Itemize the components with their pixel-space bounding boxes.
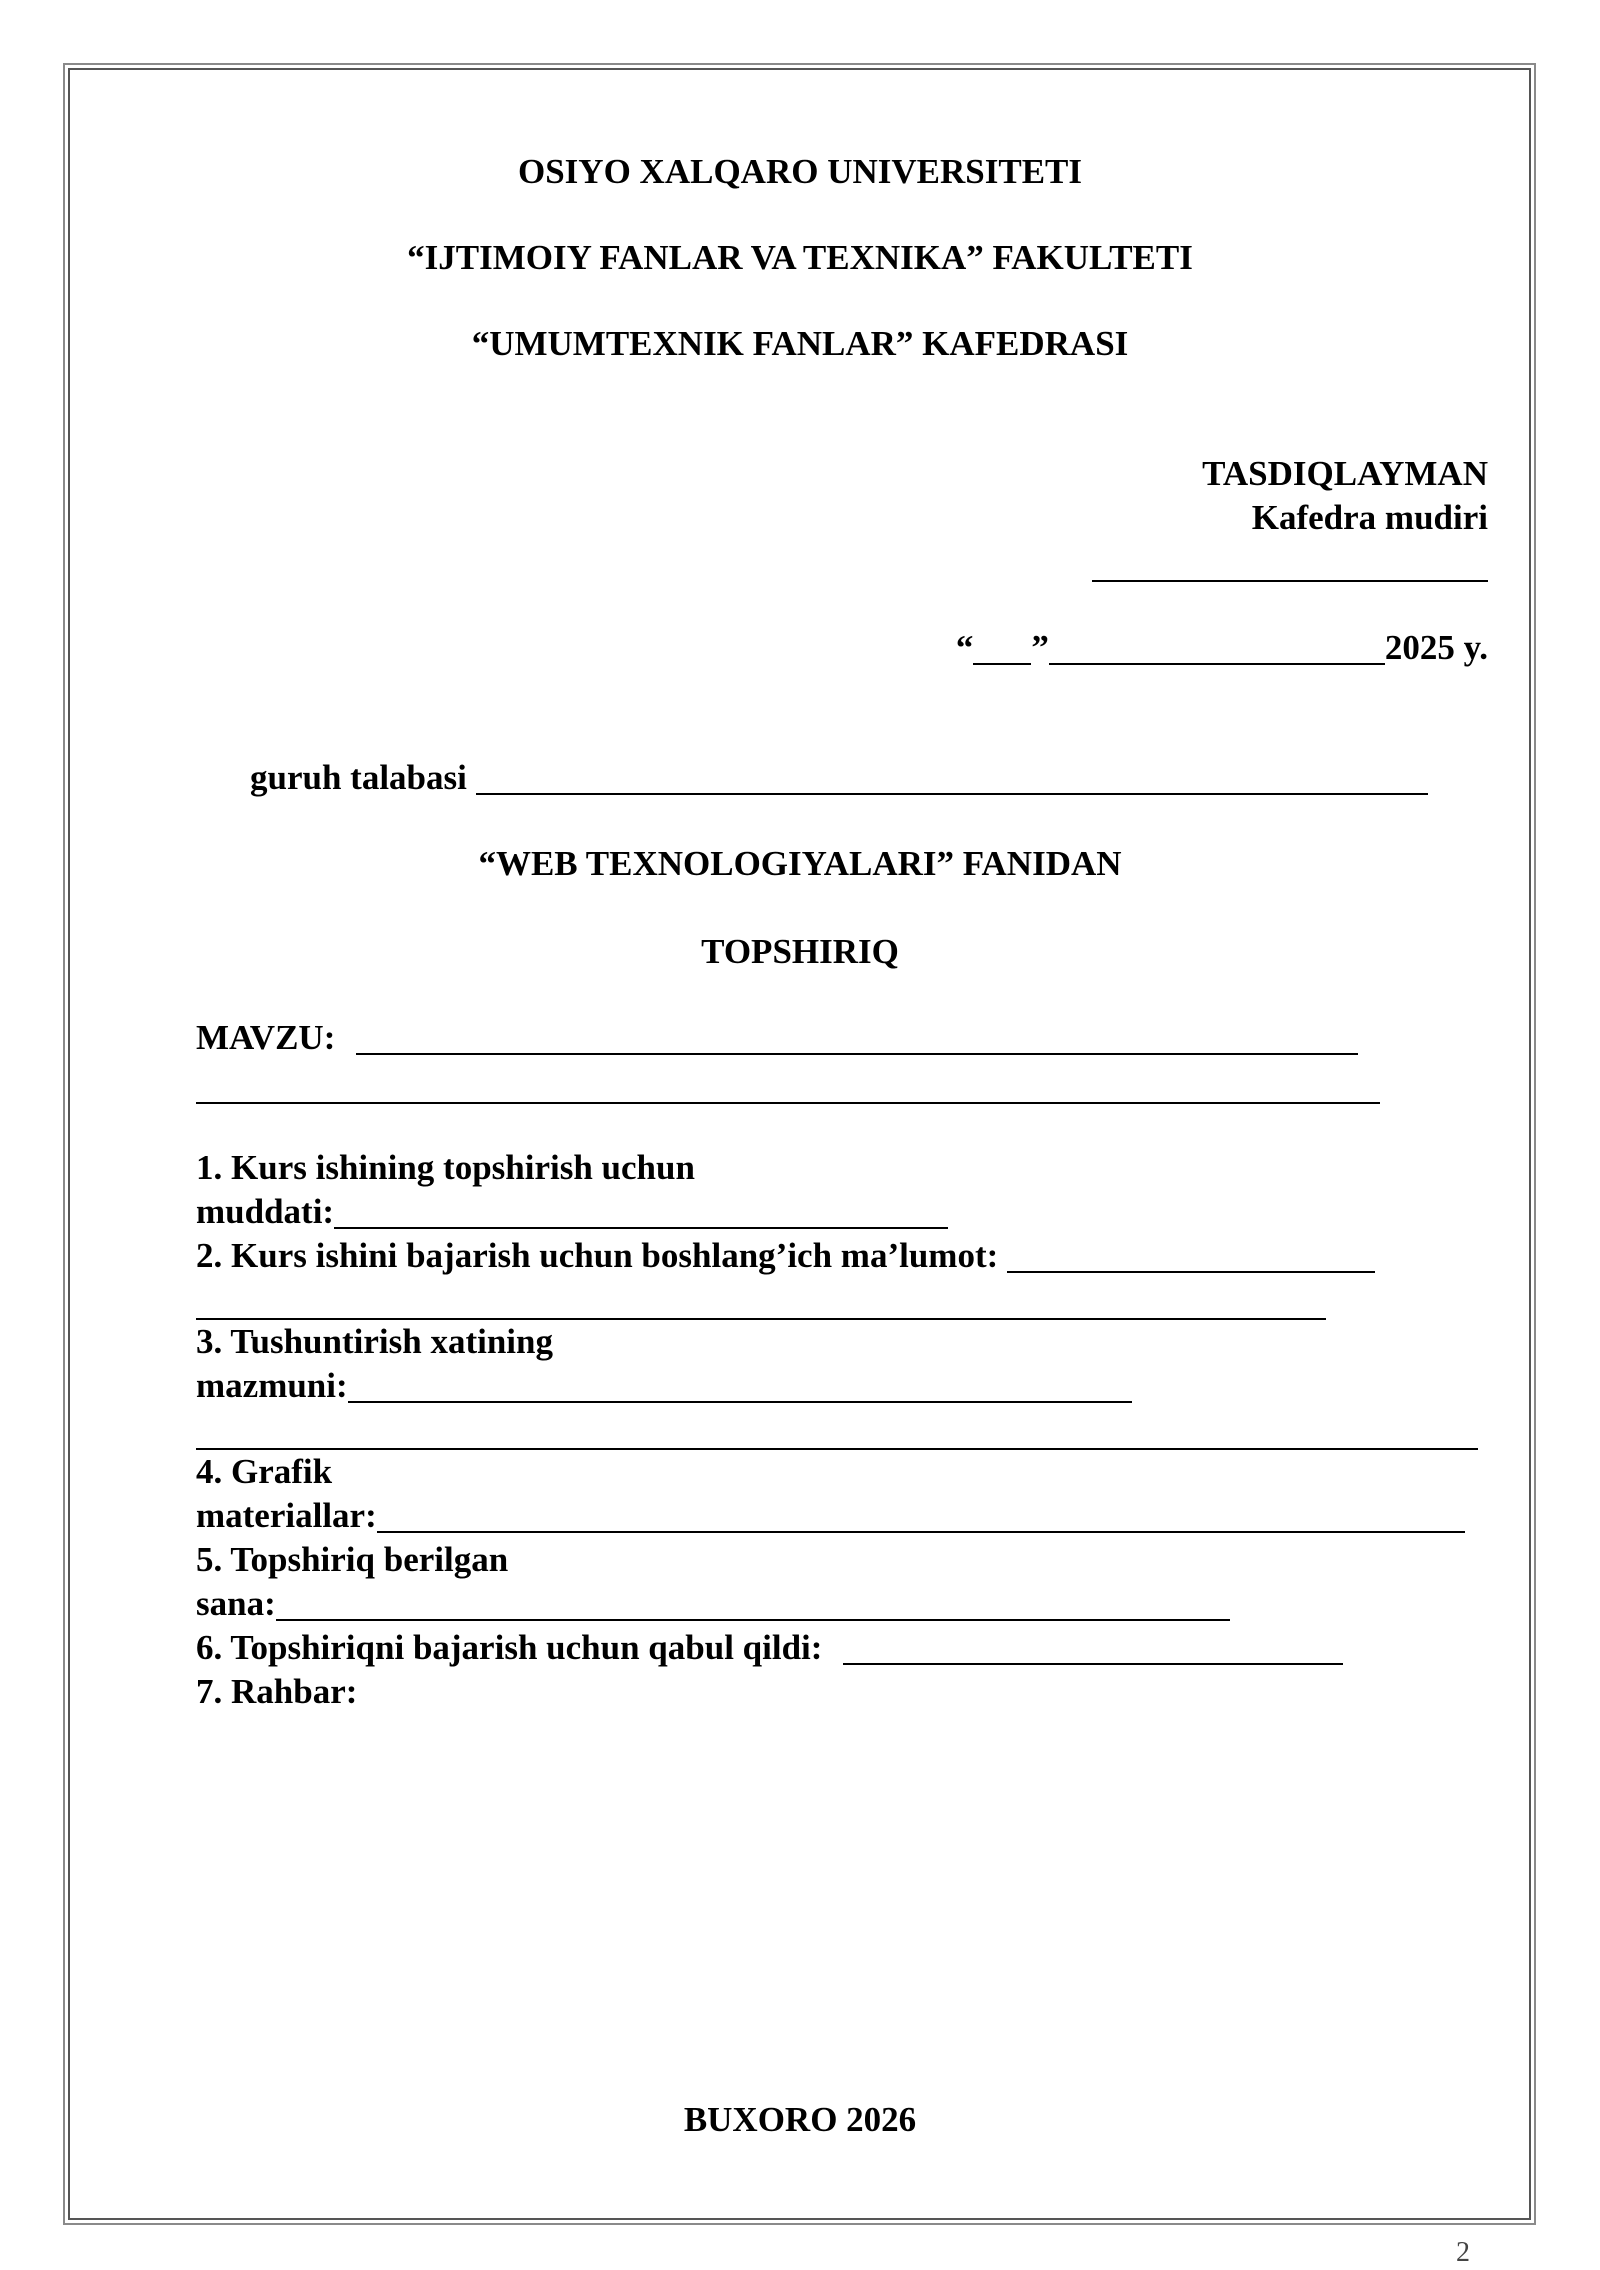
- item-5-line-1: 5. Topshiriq berilgan: [196, 1540, 509, 1579]
- item-1-line-1: 1. Kurs ishining topshirish uchun: [196, 1148, 695, 1187]
- item-1-line-2: [196, 1190, 948, 1234]
- item-6-label: 6. Topshiriqni bajarish uchun qabul qildi:: [196, 1628, 823, 1667]
- date-open-quote: “: [955, 628, 974, 667]
- item-1-label: muddati:: [196, 1192, 335, 1231]
- item-3-line-1: 3. Tushuntirish xatining: [196, 1322, 553, 1361]
- item-4-line-1: 4. Grafik: [196, 1452, 333, 1491]
- page-number: 2: [1456, 2237, 1470, 2268]
- approval-date: [956, 626, 1488, 670]
- approval-year: 2025 y.: [1384, 628, 1488, 667]
- footer-city-year: BUXORO 2026: [683, 2100, 917, 2139]
- university-name: OSIYO XALQARO UNIVERSITETI: [517, 152, 1083, 191]
- item-5-line-2: [196, 1582, 1230, 1626]
- approval-role: Kafedra mudiri: [1251, 498, 1488, 537]
- subject-line: “WEB TEXNOLOGIYALARI” FANIDAN: [478, 844, 1122, 883]
- date-close-quote: ”: [1031, 628, 1049, 667]
- day-blank: [973, 633, 1031, 665]
- topic-blank-1: [356, 1023, 1358, 1055]
- item-2: [196, 1234, 1375, 1278]
- item-2-blank-1: [1007, 1241, 1375, 1273]
- item-4-line-2: [196, 1494, 1465, 1538]
- student-row: [250, 756, 1428, 800]
- month-blank: [1049, 633, 1385, 665]
- item-5-label: sana:: [196, 1584, 276, 1623]
- page-border-inner: [68, 68, 1531, 2220]
- item-1-blank: [334, 1197, 948, 1229]
- item-3-line-2: [196, 1364, 1132, 1408]
- item-3-blank-2: [196, 1448, 1478, 1450]
- item-6: [196, 1626, 1343, 1670]
- department-name: “UMUMTEXNIK FANLAR” KAFEDRASI: [471, 324, 1129, 363]
- approval-title: TASDIQLAYMAN: [1202, 454, 1488, 493]
- faculty-name: “IJTIMOIY FANLAR VA TEXNIKA” FAKULTETI: [407, 238, 1193, 277]
- item-3-blank: [348, 1371, 1132, 1403]
- item-4-label: materiallar:: [196, 1496, 377, 1535]
- signature-line: [1092, 580, 1488, 582]
- document-title: TOPSHIRIQ: [701, 932, 899, 971]
- topic-label: MAVZU:: [196, 1018, 336, 1057]
- student-label: guruh talabasi: [250, 758, 467, 797]
- topic-blank-2: [196, 1102, 1380, 1104]
- topic-row: [196, 1016, 1358, 1060]
- item-3-label: mazmuni:: [196, 1366, 348, 1405]
- item-2-label: 2. Kurs ishini bajarish uchun boshlang’ich ma’lumot:: [196, 1236, 999, 1275]
- item-7: 7. Rahbar:: [196, 1672, 358, 1711]
- student-blank: [476, 763, 1428, 795]
- item-6-blank: [843, 1633, 1343, 1665]
- item-5-blank: [276, 1589, 1230, 1621]
- item-4-blank: [377, 1501, 1465, 1533]
